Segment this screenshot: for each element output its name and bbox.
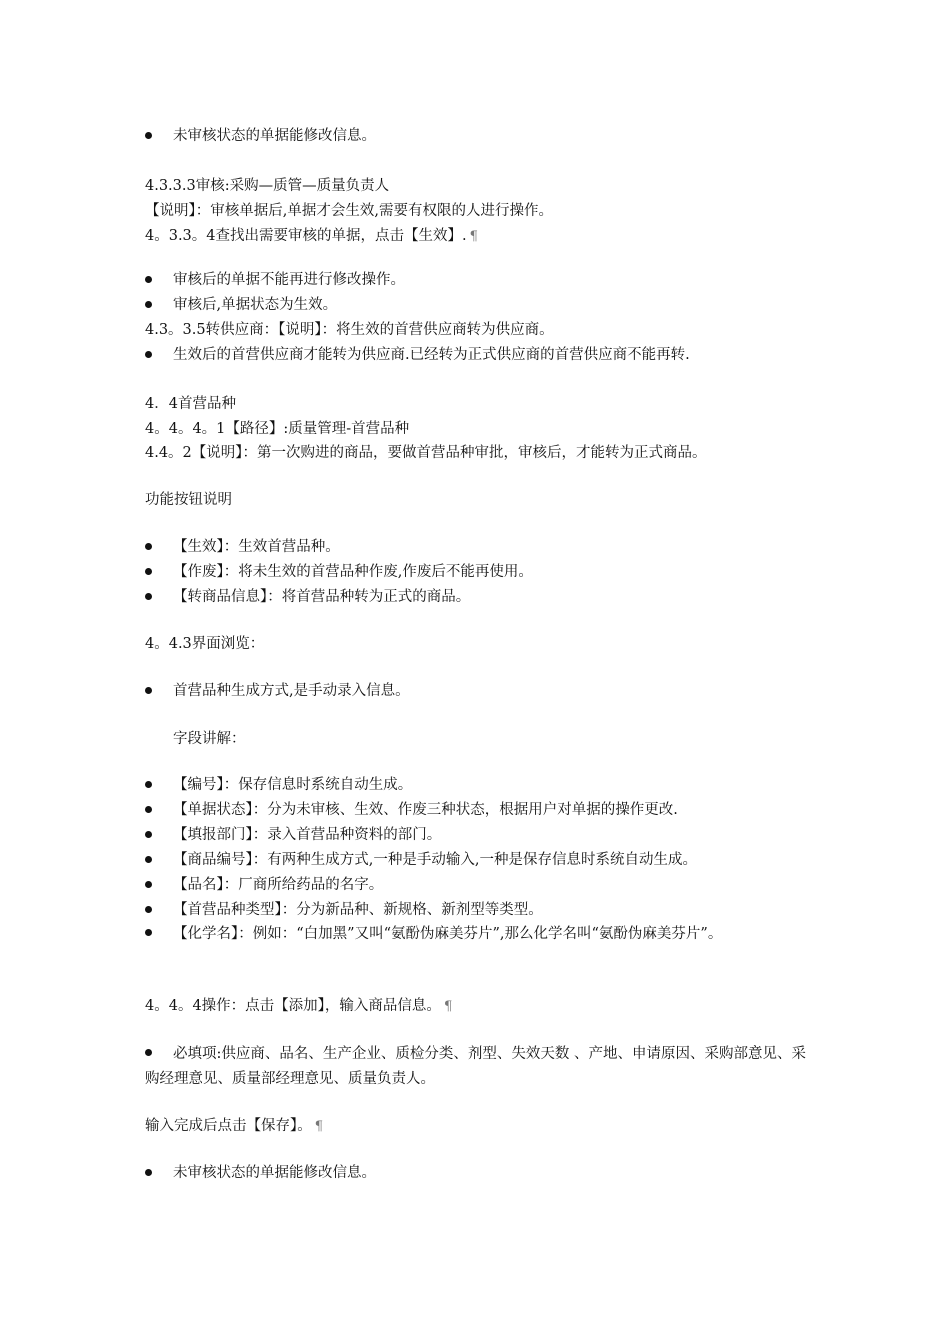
paragraph: 【说明】：审核单据后,单据才会生效,需要有权限的人进行操作。 (145, 203, 553, 219)
bullet-icon (145, 132, 152, 139)
bullet-icon (145, 568, 152, 575)
pilcrow-mark: ¶ (443, 999, 453, 1014)
pilcrow-mark: ¶ (314, 1119, 324, 1134)
bullet-icon (145, 1169, 152, 1176)
list-item: 必填项:供应商、品名、生产企业、质检分类、剂型、失效天数 、产地、申请原因、采购部意见、采购经理意见、质量部经理意见、质量负责人。 (145, 1046, 806, 1087)
bullet-icon (145, 856, 152, 863)
paragraph: 4。3.3。4查找出需要审核的单据，点击【生效】. ¶ (145, 228, 478, 244)
bullet-icon (145, 831, 152, 838)
bullet-icon (145, 906, 152, 913)
bullet-icon (145, 301, 152, 308)
paragraph: 字段讲解： (173, 731, 246, 747)
paragraph: 输入完成后点击【保存】。 ¶ (145, 1118, 324, 1134)
paragraph: 4.3。3.5转供应商：【说明】：将生效的首营供应商转为供应商。 (145, 322, 554, 338)
bullet-icon (145, 351, 152, 358)
bullet-icon (145, 881, 152, 888)
paragraph: 4.4。2【说明】：第一次购进的商品，要做首营品种审批，审核后，才能转为正式商品。 (145, 445, 707, 461)
bullet-icon (145, 806, 152, 813)
paragraph: 4。4。4操作：点击【添加】，输入商品信息。 ¶ (145, 998, 453, 1014)
paragraph: 功能按钮说明 (145, 492, 232, 508)
bullet-icon (145, 593, 152, 600)
paragraph: 4。4.3界面浏览： (145, 636, 265, 652)
bullet-icon (145, 1049, 152, 1056)
list-item: 【化学名】：例如：“白加黑”又叫“氨酚伪麻美芬片”,那么化学名叫“氨酚伪麻美芬片”。 (145, 922, 817, 947)
bullet-icon (145, 543, 152, 550)
bullet-icon (145, 687, 152, 694)
section-heading: 4．4首营品种 (145, 396, 236, 412)
bullet-icon (145, 781, 152, 788)
bullet-icon (145, 929, 152, 936)
bullet-icon (145, 276, 152, 283)
section-heading: 4.3.3.3审核:采购—质管—质量负责人 (145, 178, 390, 194)
paragraph: 4。4。4。1【路径】:质量管理-首营品种 (145, 421, 410, 437)
pilcrow-mark: ¶ (469, 229, 478, 244)
